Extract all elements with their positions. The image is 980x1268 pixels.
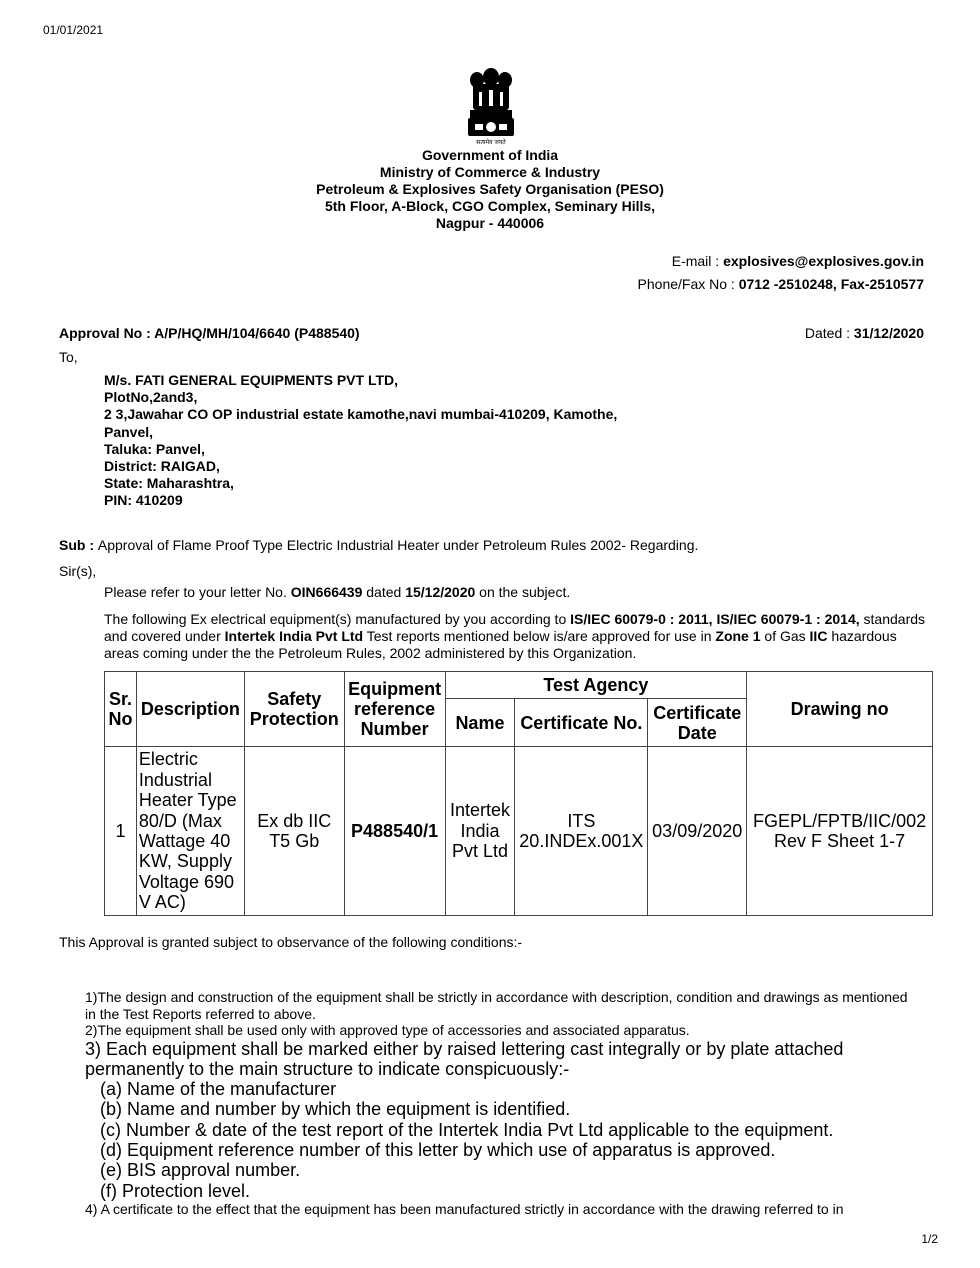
address-line: PIN: 410209	[104, 492, 183, 509]
col-header-sr: Sr. No	[105, 672, 137, 747]
address-line: Panvel,	[104, 423, 154, 440]
intro-zone: Zone 1	[715, 628, 761, 644]
col-header-drawing: Drawing no	[747, 672, 933, 747]
col-header-description: Description	[136, 672, 244, 747]
intro-standards: IS/IEC 60079-0 : 2011, IS/IEC 60079-1 : 2014,	[570, 611, 860, 627]
condition-3: 3) Each equipment shall be marked either by raised lettering cast integrally or by plate attached permanently to the main structure to indicate conspicuously:-	[85, 1038, 844, 1079]
header-line: Petroleum & Explosives Safety Organisation (PESO)	[316, 181, 664, 197]
condition-4: 4) A certificate to the effect that the equipment has been manufactured strictly in accordance with the drawing referred to in	[85, 1200, 844, 1217]
table-row	[105, 747, 933, 916]
condition-3-item: (e) BIS approval number.	[100, 1160, 301, 1181]
condition-3-item: (c) Number & date of the test report of the Intertek India Pvt Ltd applicable to the equipment.	[100, 1119, 834, 1140]
intro-text: standards and covered under	[104, 611, 926, 644]
reference-letter-no: OIN666439	[290, 584, 363, 600]
page-number: 1/2	[921, 1232, 938, 1246]
email-label: E-mail :	[671, 253, 724, 269]
address-line: PlotNo,2and3,	[104, 389, 198, 406]
cell-agency-name: Intertek India Pvt Ltd	[445, 747, 515, 916]
subject-label: Sub :	[59, 537, 98, 553]
equipment-table	[104, 671, 933, 916]
subject-text: Approval of Flame Proof Type Electric Industrial Heater under Petroleum Rules 2002- Regarding.	[97, 537, 699, 553]
intro-gas-group: IIC	[809, 628, 828, 644]
condition-3-item: (f) Protection level.	[100, 1180, 251, 1201]
address-line: State: Maharashtra,	[104, 475, 234, 492]
condition-3-item: (d) Equipment reference number of this letter by which use of apparatus is approved.	[100, 1139, 776, 1160]
address-line: M/s. FATI GENERAL EQUIPMENTS PVT LTD,	[104, 372, 399, 388]
cell-description: Electric Industrial Heater Type 80/D (Max Wattage 40 KW, Supply Voltage 690 V AC)	[136, 747, 244, 916]
header-line: 5th Floor, A-Block, CGO Complex, Seminary Hills,	[324, 198, 656, 214]
address-line: Taluka: Panvel,	[104, 440, 205, 457]
cell-cert-date: 03/09/2020	[648, 747, 747, 916]
cell-cert-no: ITS 20.INDEx.001X	[515, 747, 648, 916]
reference-text: dated	[362, 584, 406, 600]
header-line: Government of India	[421, 147, 559, 163]
cell-equipment-ref: P488540/1	[344, 747, 445, 916]
intro-lab: Intertek India Pvt Ltd	[224, 628, 364, 644]
cell-safety: Ex db IIC T5 Gb	[244, 747, 344, 916]
condition-3-item: (b) Name and number by which the equipment is identified.	[100, 1099, 571, 1120]
approval-date	[805, 325, 924, 341]
col-header-safety: Safety Protection	[244, 672, 344, 747]
col-header-cert-date: Certificate Date	[648, 699, 747, 747]
reference-line	[104, 584, 570, 601]
salutation: Sir(s),	[59, 563, 97, 579]
header-line: Ministry of Commerce & Industry	[379, 164, 601, 180]
cell-drawing: FGEPL/FPTB/IIC/002 Rev F Sheet 1-7	[747, 747, 933, 916]
intro-text: The following Ex electrical equipment(s) manufactured by you according to	[104, 611, 571, 627]
dated-label: Dated :	[804, 325, 854, 341]
col-header-name: Name	[445, 699, 515, 747]
date-stamp: 01/01/2021	[43, 23, 104, 37]
col-header-cert-no: Certificate No.	[515, 699, 648, 747]
emblem-caption: सत्यमेव जयते	[476, 139, 506, 146]
intro-text: hazardous areas coming under the the Petroleum Rules, 2002 administered by this Organization.	[104, 628, 897, 661]
condition-1: 1)The design and construction of the equipment shall be strictly in accordance with description, condition and drawings as mentioned in the Test Reports referred to above.	[85, 989, 908, 1022]
office-header	[0, 147, 980, 232]
col-header-equipment-ref: Equipment reference Number	[344, 672, 445, 747]
email-link[interactable]: explosives@explosives.gov.in	[723, 253, 924, 269]
reference-text: Please refer to your letter No.	[104, 584, 291, 600]
intro-paragraph	[104, 611, 934, 662]
phone-line	[638, 276, 924, 292]
recipient-address	[104, 372, 617, 510]
intro-text: of Gas	[760, 628, 810, 644]
conditions-list	[85, 989, 915, 1217]
dated-value: 31/12/2020	[853, 325, 924, 341]
national-emblem-icon	[465, 68, 517, 148]
reference-text: on the subject.	[475, 584, 571, 600]
col-header-test-agency: Test Agency	[445, 672, 747, 699]
to-label: To,	[59, 349, 78, 365]
phone-label: Phone/Fax No :	[637, 276, 739, 292]
address-line: 2 3,Jawahar CO OP industrial estate kamothe,navi mumbai-410209, Kamothe,	[104, 406, 618, 423]
reference-date: 15/12/2020	[405, 584, 476, 600]
condition-2: 2)The equipment shall be used only with approved type of accessories and associated apparatus.	[85, 1022, 690, 1038]
condition-3-item: (a) Name of the manufacturer	[100, 1079, 337, 1100]
intro-text: Test reports mentioned below is/are approved for use in	[363, 628, 716, 644]
email-line	[672, 253, 924, 269]
approval-number: Approval No : A/P/HQ/MH/104/6640 (P488540)	[59, 325, 360, 341]
subject-line	[59, 537, 698, 554]
conditions-intro: This Approval is granted subject to observance of the following conditions:-	[59, 934, 523, 950]
header-line: Nagpur - 440006	[435, 215, 545, 231]
phone-number: 0712 -2510248, Fax-2510577	[738, 276, 924, 292]
address-line: District: RAIGAD,	[104, 458, 220, 475]
cell-sr: 1	[105, 747, 137, 916]
table-header-row	[105, 672, 933, 699]
